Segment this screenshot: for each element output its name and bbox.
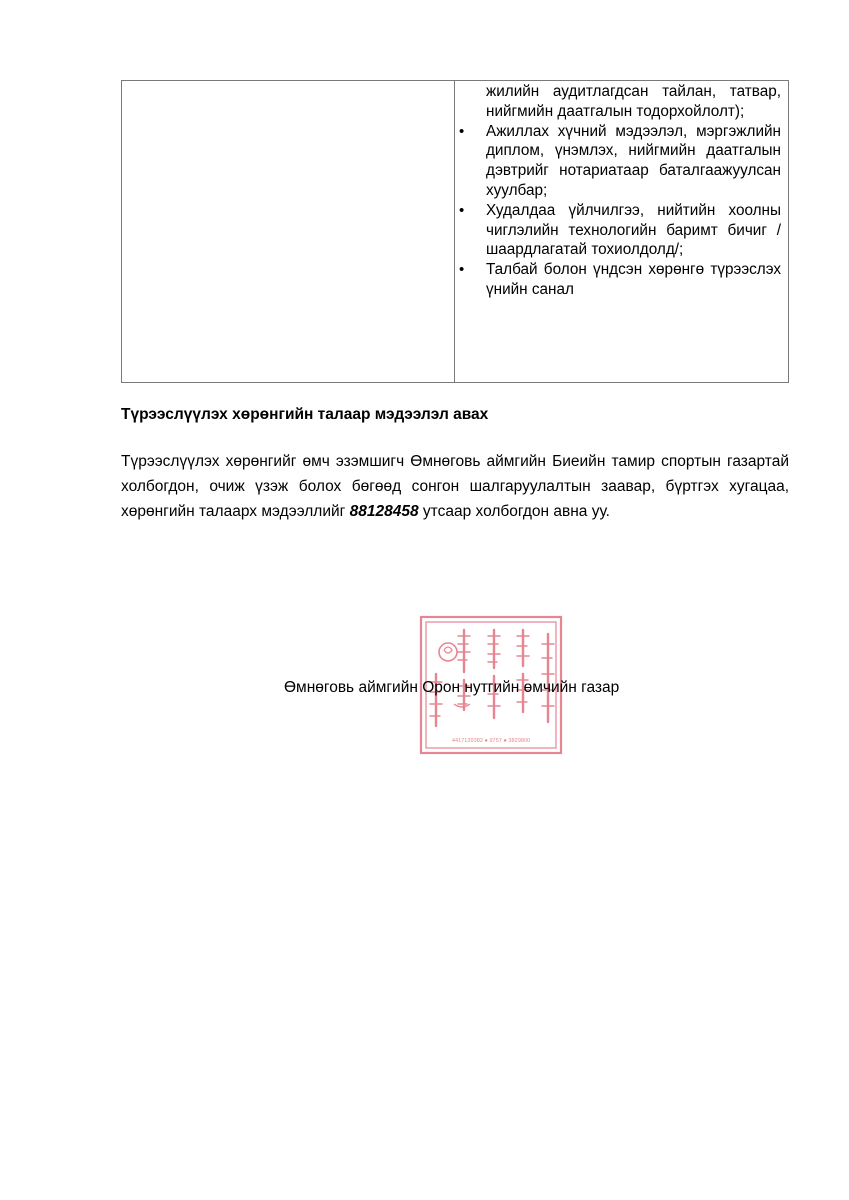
- list-item: [459, 260, 781, 300]
- list-item-text: Худалдаа үйлчилгээ, нийтийн хоолны чиглэлийн технологийн баримт бичиг /шаардлагатай тохиолдолд/;: [486, 201, 781, 259]
- list-item-text: жилийн аудитлагдсан тайлан, татвар, нийгмийн даатгалын тодорхойлолт);: [486, 83, 781, 120]
- table-cell-right: [455, 81, 788, 382]
- requirements-table: [121, 80, 789, 383]
- stamp-bottom-text: 4417139382 ● 9757 ● 3829800: [451, 738, 531, 744]
- signature-organization: Өмнөговь аймгийн Орон нутгийн өмчийн газар: [284, 679, 620, 696]
- body-text-before: Түрээслүүлэх хөрөнгийг өмч эзэмшигч Өмнөговь аймгийн Биеийн тамир спортын газартай холбогдон, очиж үзэж болох бөгөөд сонгон шалгаруулалтын заавар, бүртгэх хугацаа, хөрөнгийн талаарх мэдээллийг: [121, 453, 789, 520]
- body-text-after: утсаар холбогдон авна уу.: [418, 502, 610, 520]
- bullet-icon: •: [459, 201, 465, 219]
- section-heading: Түрээслүүлэх хөрөнгийн талаар мэдээлэл авах: [121, 406, 489, 423]
- list-item: [459, 122, 781, 201]
- table-cell-left: [122, 81, 455, 382]
- bullet-icon: •: [459, 122, 465, 140]
- phone-number: 88128458: [349, 502, 419, 520]
- list-item: [459, 201, 781, 260]
- requirements-list: [459, 82, 781, 300]
- section-body: [121, 450, 789, 524]
- bullet-icon: •: [459, 261, 465, 279]
- list-item: [486, 82, 781, 122]
- list-item-text: Талбай болон үндсэн хөрөнгө түрээслэх үнийн санал: [486, 261, 781, 298]
- list-item-text: Ажиллах хүчний мэдээлэл, мэргэжлийн диплом, үнэмлэх, нийгмийн даатгалын дэвтрийг нотариатаар баталгаажуулсан хуулбар;: [486, 122, 781, 199]
